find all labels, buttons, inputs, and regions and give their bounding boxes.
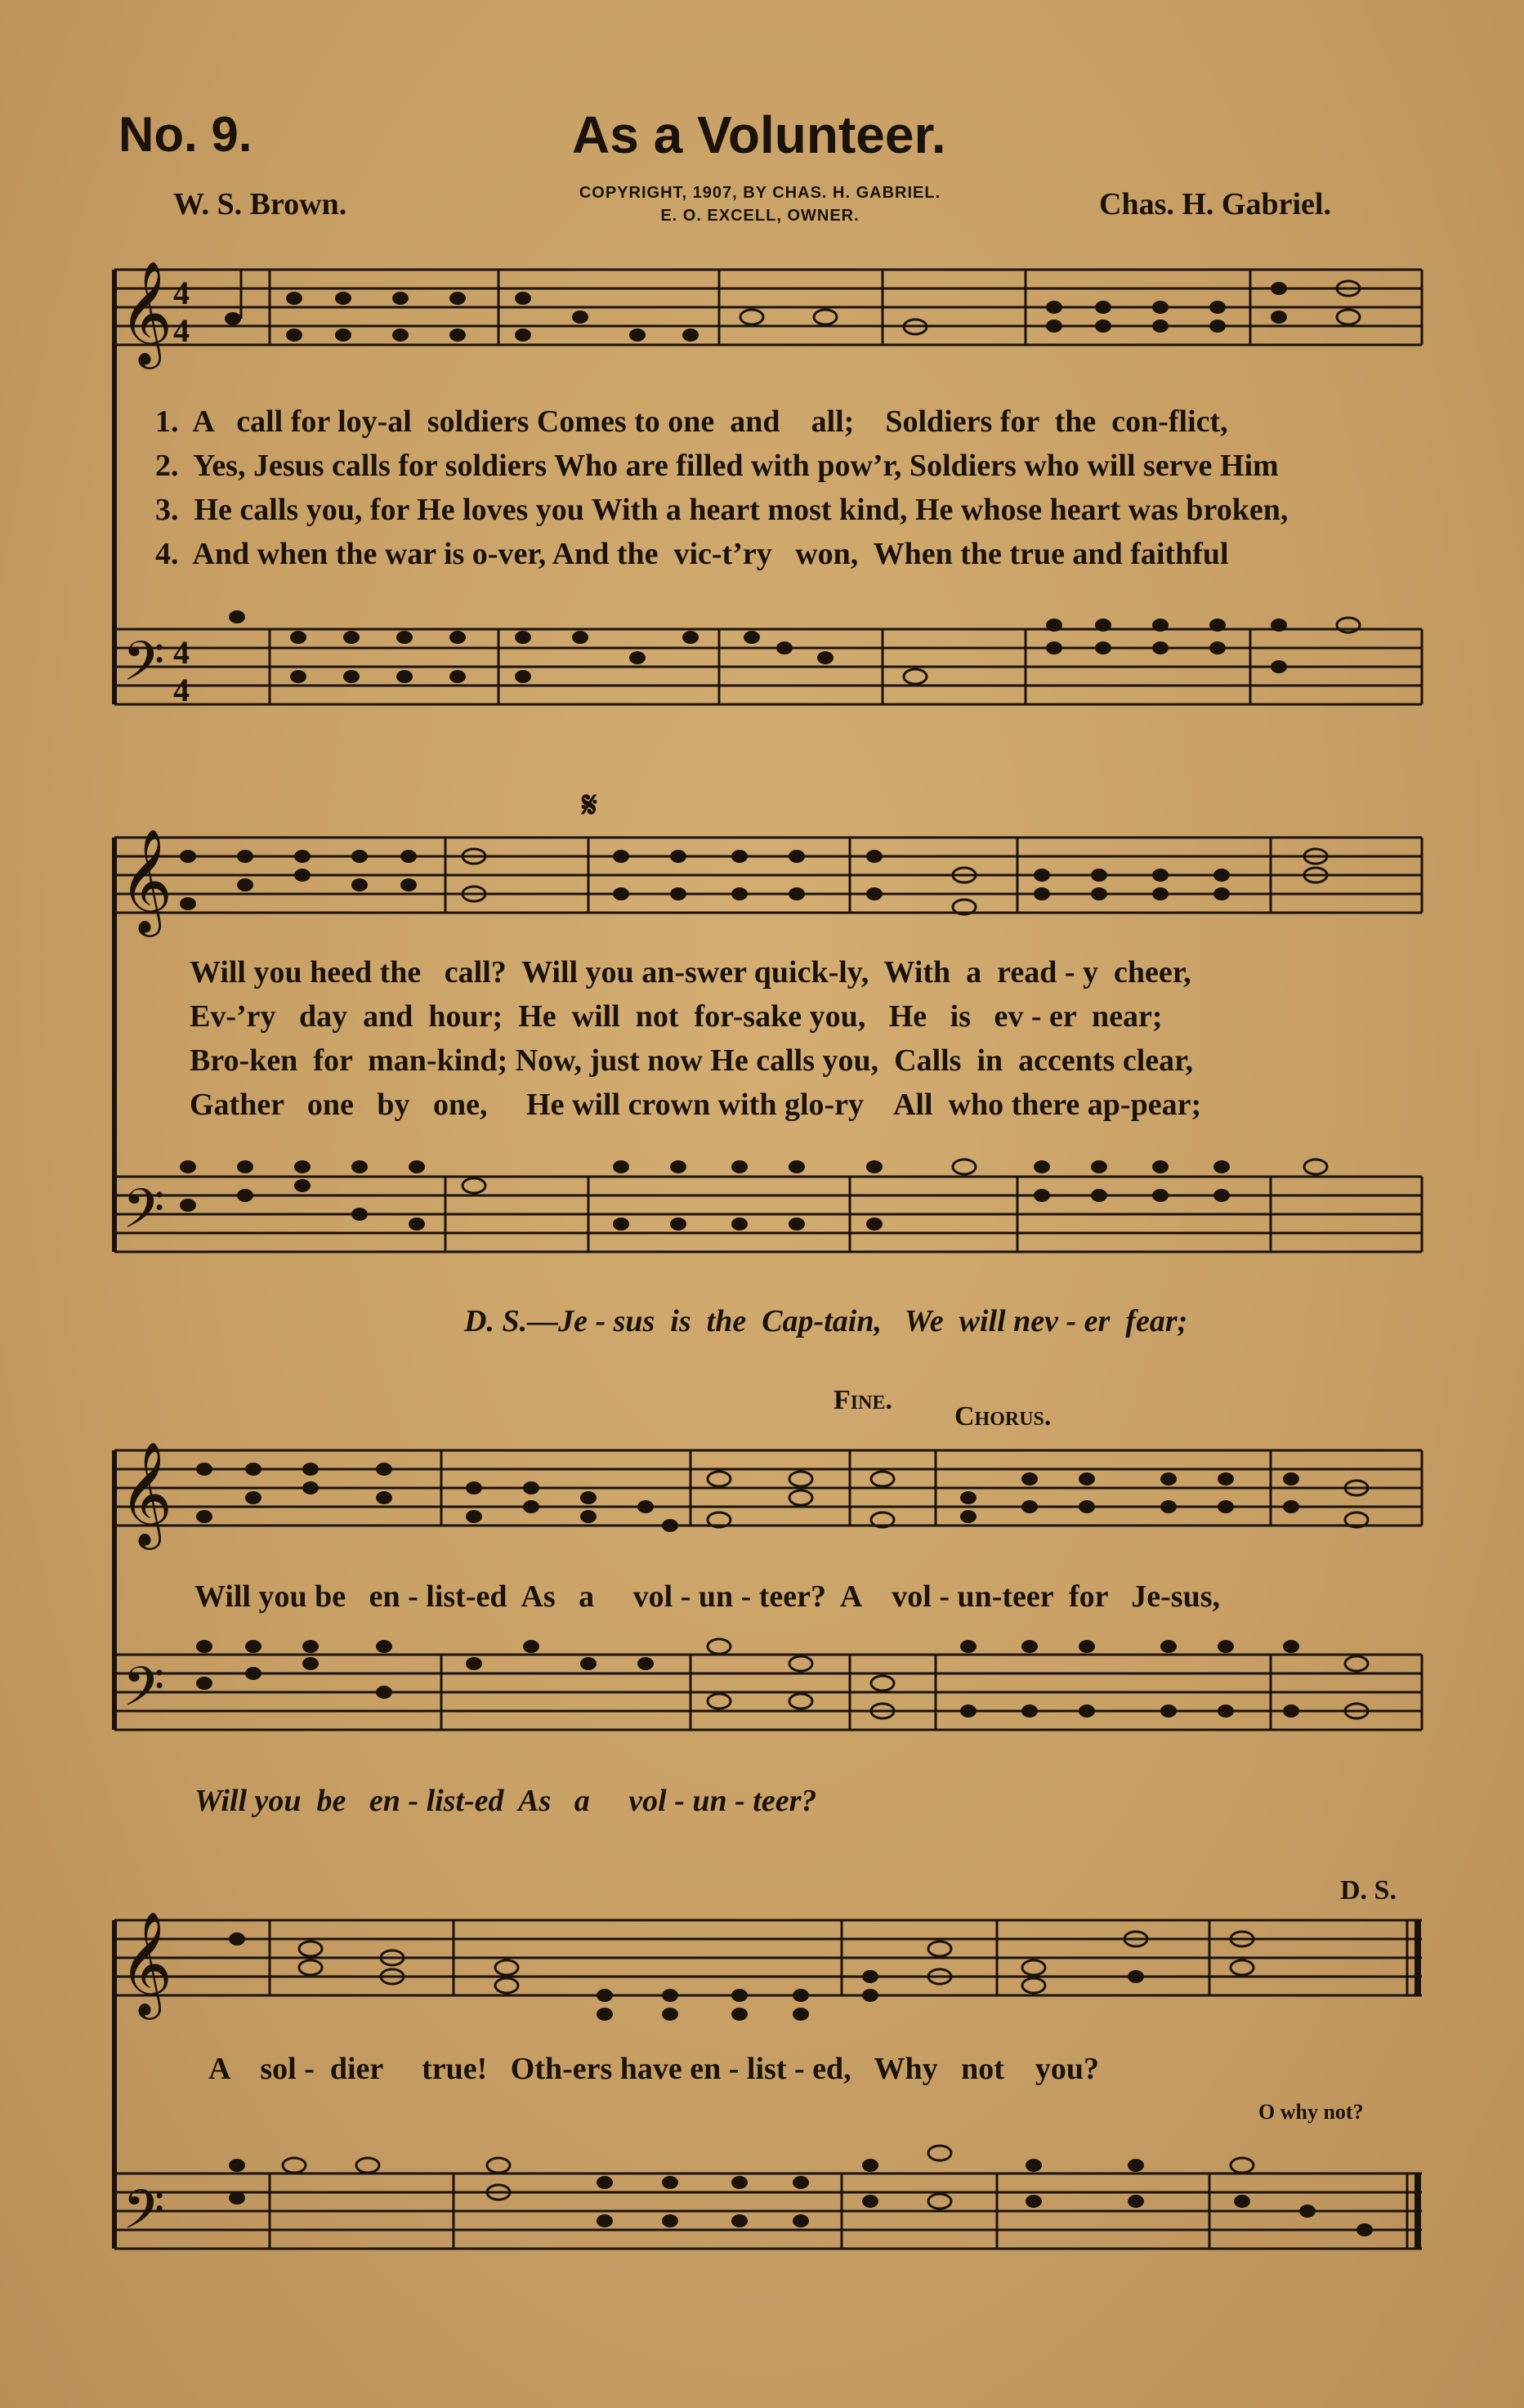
copyright-notice — [531, 181, 989, 227]
bass-staff — [114, 2173, 1422, 2249]
refrain-lyric-line: A sol - dier true! Oth-ers have en - list - ed, Why not you? — [208, 2052, 1100, 2086]
time-signature: 4 — [173, 275, 190, 311]
notes — [180, 849, 1327, 1231]
chorus-lead-line-1: Will you heed the call? Will you an-swer quick-ly, With a read - y cheer, — [190, 955, 1191, 990]
verse-1-line: 1. A call for loy-al soldiers Comes to one and all; Soldiers for the con-flict, — [155, 404, 1228, 439]
bass-staff — [114, 1177, 1422, 1252]
treble-clef-icon: 𝄞 — [119, 828, 173, 932]
chorus-heading: Chorus. — [954, 1401, 1052, 1432]
svg-text:4: 4 — [173, 634, 190, 671]
chorus-echo-line: Will you be en - list-ed As a vol - un - teer? — [194, 1784, 817, 1818]
composer-credit: Chas. H. Gabriel. — [1099, 187, 1331, 221]
svg-text:4: 4 — [173, 312, 190, 349]
bass-clef-icon: 𝄢 — [123, 2178, 165, 2254]
chorus-lead-line-3: Bro-ken for man-kind; Now, just now He calls you, Calls in accents clear, — [190, 1043, 1194, 1078]
copyright-line-2: E. O. EXCELL, OWNER. — [660, 207, 860, 225]
treble-clef-icon: 𝄞 — [119, 1910, 173, 2015]
o-why-not-echo: O why not? — [1258, 2100, 1364, 2124]
author-credit: W. S. Brown. — [173, 187, 347, 221]
treble-clef-icon: 𝄞 — [119, 1441, 173, 1545]
chorus-lead-line-2: Ev-’ry day and hour; He will not for-sake you, He is ev - er near; — [190, 999, 1163, 1034]
copyright-line-1: COPYRIGHT, 1907, BY CHAS. H. GABRIEL. — [579, 184, 941, 202]
verse-4-line: 4. And when the war is o-ver, And the vic-t’ry won, When the true and faithful — [155, 537, 1229, 571]
music-system-4 — [0, 1904, 1524, 2288]
bass-staff — [114, 629, 1422, 704]
hymn-number: No. 9. — [118, 107, 253, 162]
bass-clef-icon: 𝄢 — [123, 1655, 165, 1731]
hymn-title: As a Volunteer. — [572, 105, 946, 164]
verse-2-line: 2. Yes, Jesus calls for soldiers Who are filled with pow’r, Soldiers who will serve Him — [155, 449, 1279, 483]
svg-text:4: 4 — [173, 672, 190, 708]
fine-marking: Fine. — [834, 1385, 892, 1415]
music-system-1 — [0, 253, 1524, 727]
chorus-lyric-line: Will you be en - list-ed As a vol - un - teer? A vol - un-teer for Je-sus, — [194, 1579, 1221, 1614]
treble-clef-icon: 𝄞 — [119, 260, 173, 364]
verse-3-line: 3. He calls you, for He loves you With a heart most kind, He whose heart was broken, — [155, 493, 1289, 527]
bass-clef-icon: 𝄢 — [123, 1177, 165, 1253]
chorus-lead-line-4: Gather one by one, He will crown with glo-ry All who there ap-pear; — [190, 1088, 1202, 1122]
ds-lyric-line: D. S.—Je - sus is the Cap-tain, We will nev - er fear; — [464, 1304, 1188, 1338]
ds-marking: D. S. — [1340, 1875, 1397, 1905]
treble-staff — [114, 1920, 1422, 1995]
bass-clef-icon: 𝄢 — [123, 630, 165, 706]
segno-sign: 𝄋 — [582, 785, 597, 825]
